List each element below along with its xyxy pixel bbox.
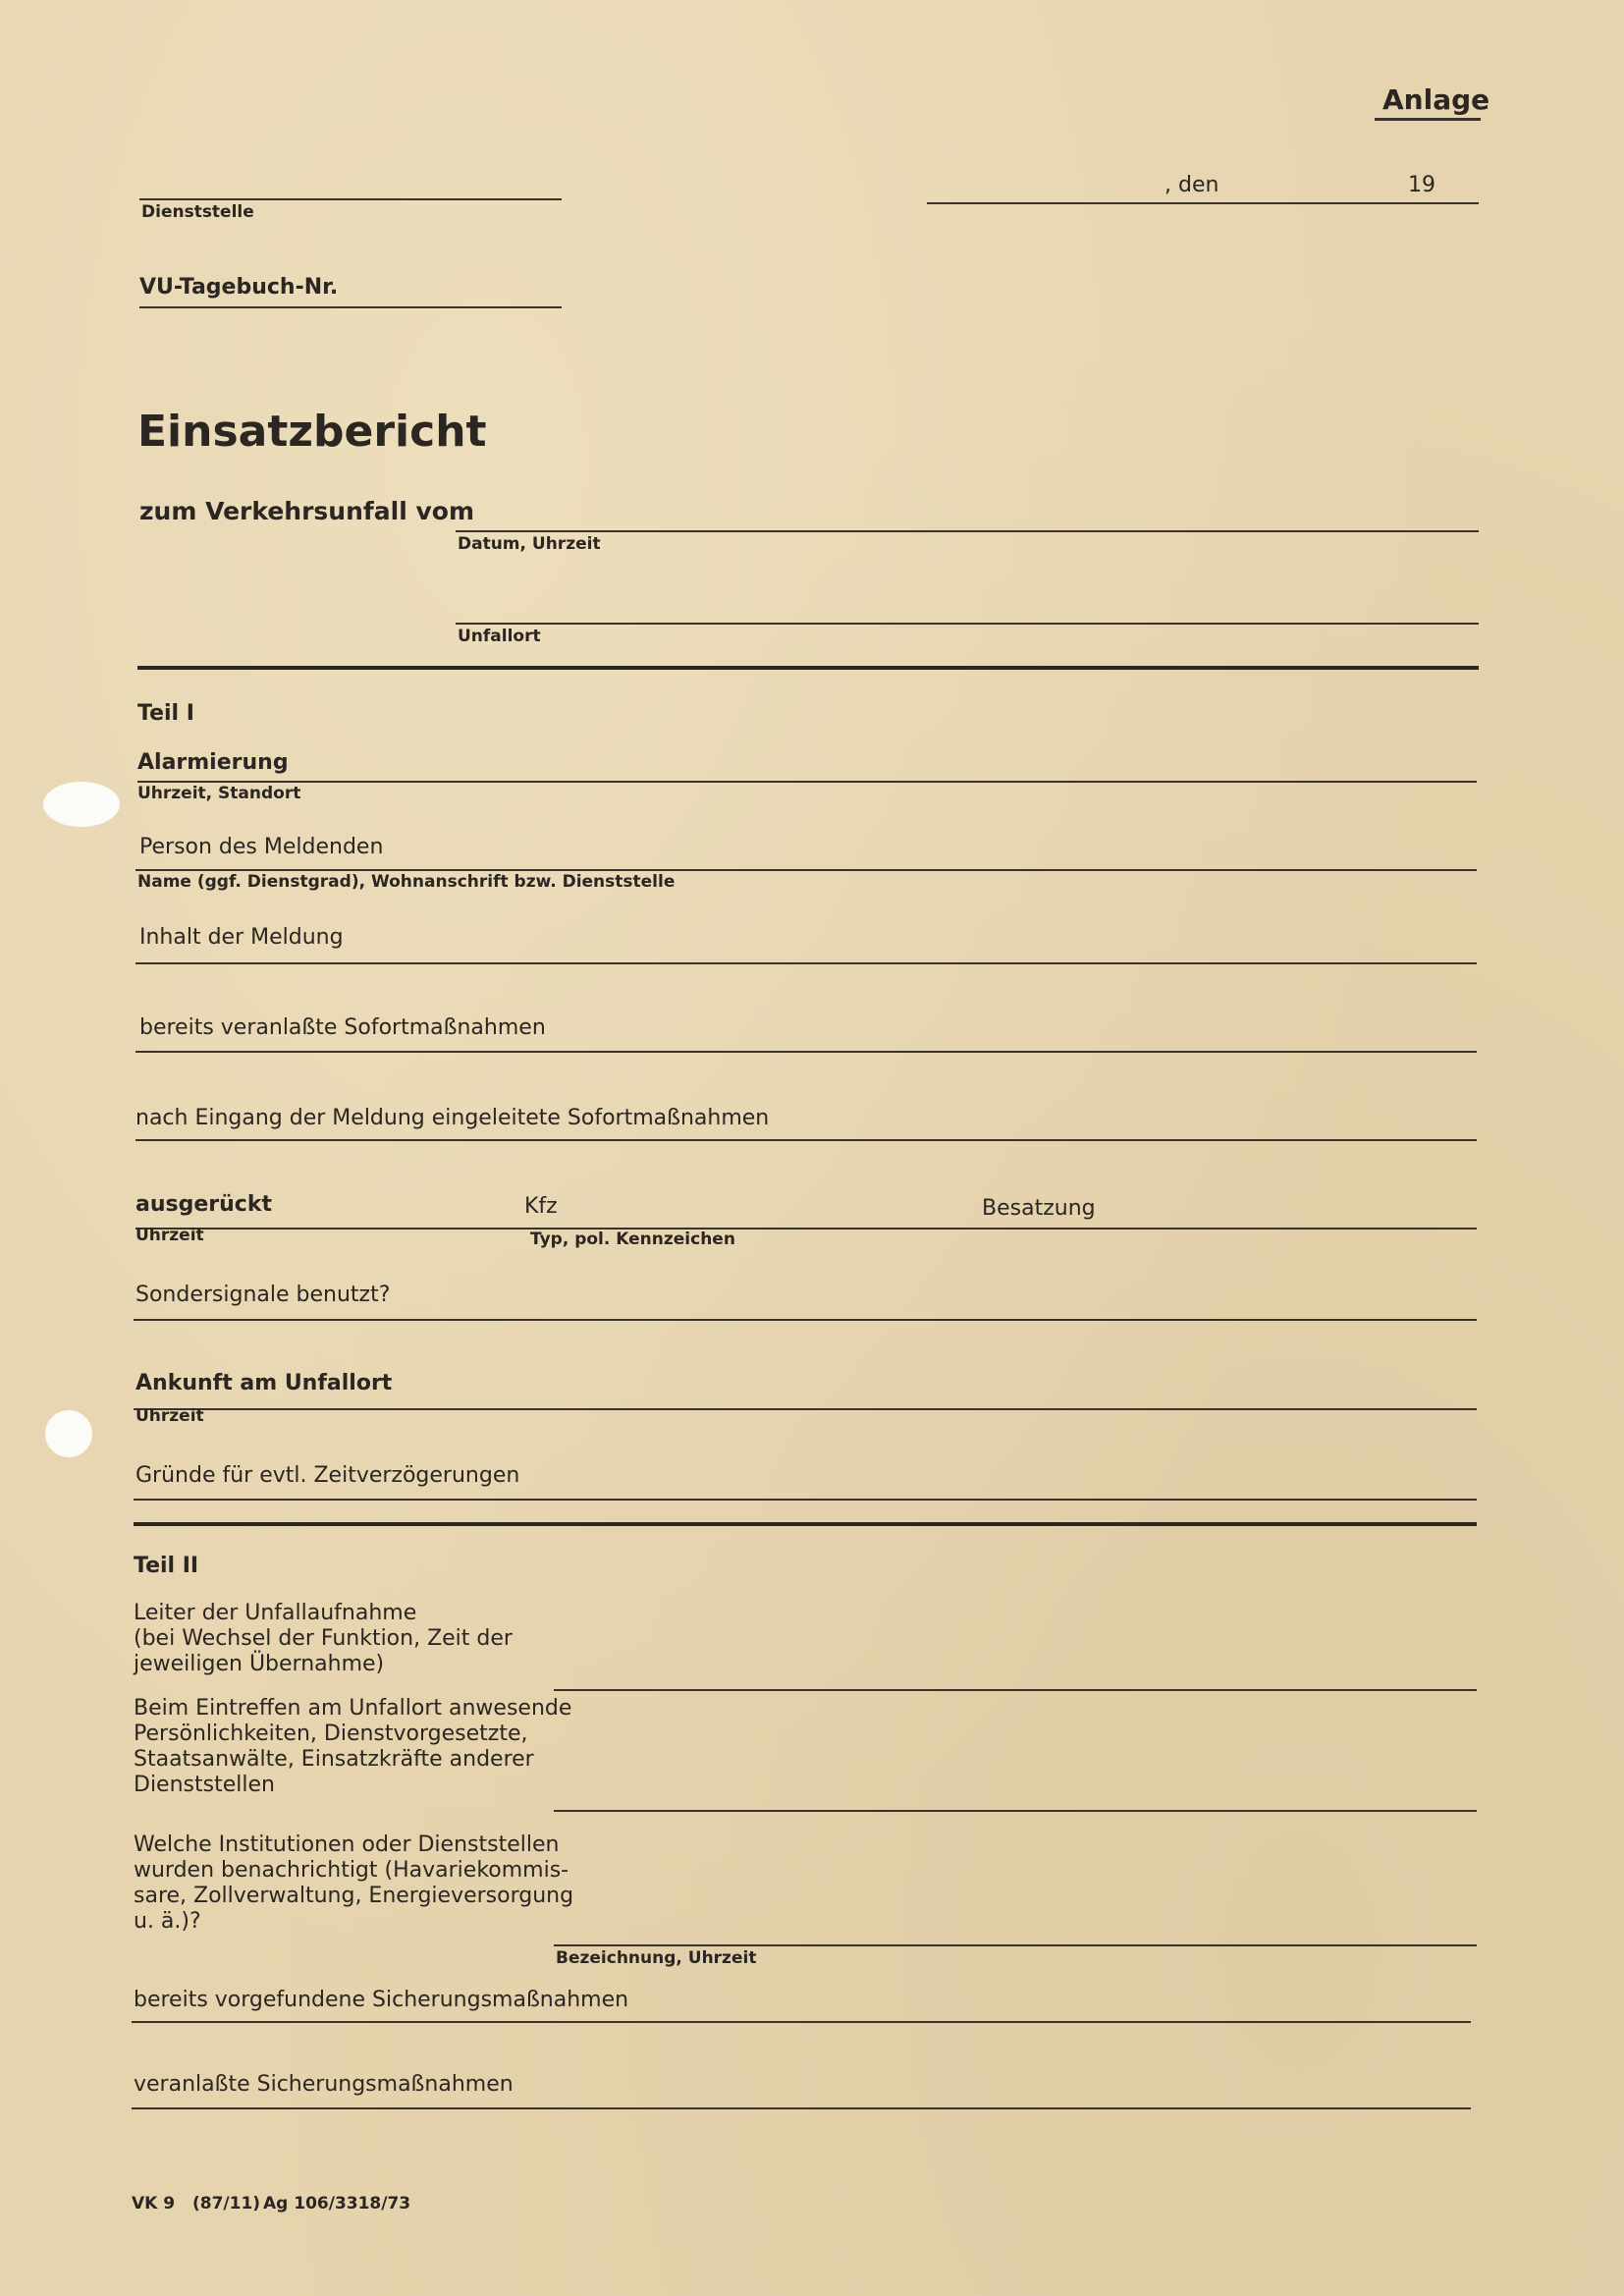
anlage-label: Anlage [1382, 83, 1490, 116]
ausgerueckt-field[interactable] [135, 1228, 1477, 1230]
sondersignale-label: Sondersignale benutzt? [135, 1283, 391, 1307]
gruende-field[interactable] [134, 1499, 1477, 1501]
tagebuch-label: VU-Tagebuch-Nr. [139, 275, 339, 300]
den-label: , den [1164, 173, 1219, 197]
anlage-underline [1375, 118, 1481, 121]
teil2-heading: Teil II [134, 1554, 199, 1578]
person-field[interactable] [135, 869, 1477, 871]
bezeichnung-hint: Bezeichnung, Uhrzeit [556, 1948, 757, 1968]
leiter-label: Leiter der Unfallaufnahme (bei Wechsel der Funktion, Zeit der jeweiligen Übernahme) [134, 1601, 513, 1676]
teil1-heading: Teil I [137, 701, 194, 726]
dienststelle-field[interactable] [139, 198, 562, 200]
veranlasst-field[interactable] [132, 2107, 1471, 2109]
footer-ag: Ag 106/3318/73 [263, 2194, 411, 2214]
bereits-field[interactable] [135, 1051, 1477, 1053]
gruende-label: Gründe für evtl. Zeitverzögerungen [135, 1463, 520, 1488]
punch-hole-bottom [45, 1410, 92, 1457]
ausgerueckt-label: ausgerückt [135, 1192, 272, 1217]
year-label: 19 [1408, 173, 1435, 197]
welche-field[interactable] [554, 1944, 1477, 1946]
divider-middle [134, 1522, 1477, 1526]
nach-eingang-label: nach Eingang der Meldung eingeleitete Sofortmaßnahmen [135, 1106, 770, 1130]
divider-top [137, 666, 1479, 670]
vorgefunden-label: bereits vorgefundene Sicherungsmaßnahmen [134, 1988, 629, 2012]
leiter-field[interactable] [554, 1689, 1477, 1691]
unfallort-hint: Unfallort [458, 627, 541, 646]
welche-label: Welche Institutionen oder Dienststellen wurden benachrichtigt (Havariekommis- sare, Zollverwaltung, Energieversorgung u. ä.)? [134, 1832, 574, 1934]
alarmierung-field[interactable] [137, 781, 1477, 783]
sondersignale-field[interactable] [134, 1319, 1477, 1321]
beim-eintreffen-label: Beim Eintreffen am Unfallort anwesende Persönlichkeiten, Dienstvorgesetzte, Staatsanwälte, Einsatzkräfte anderer Dienststellen [134, 1696, 572, 1797]
kfz-hint: Typ, pol. Kennzeichen [530, 1230, 735, 1249]
date-field[interactable] [927, 202, 1479, 204]
footer-code: VK 9 [132, 2194, 176, 2214]
inhalt-label: Inhalt der Meldung [139, 925, 344, 950]
person-hint: Name (ggf. Dienstgrad), Wohnanschrift bzw. Dienststelle [137, 872, 676, 892]
page-title: Einsatzbericht [137, 407, 487, 457]
footer-num: (87/11) [192, 2194, 261, 2214]
besatzung-label: Besatzung [982, 1196, 1096, 1221]
punch-hole-top [43, 782, 120, 827]
ausgerueckt-hint: Uhrzeit [135, 1226, 204, 1245]
ankunft-field[interactable] [134, 1408, 1477, 1410]
ankunft-label: Ankunft am Unfallort [135, 1371, 393, 1395]
beim-eintreffen-field[interactable] [554, 1810, 1477, 1812]
ankunft-hint: Uhrzeit [135, 1406, 204, 1426]
kfz-label: Kfz [524, 1194, 558, 1219]
tagebuch-field[interactable] [139, 306, 562, 308]
person-label: Person des Meldenden [139, 835, 384, 859]
unfallort-field[interactable] [456, 623, 1479, 625]
bereits-label: bereits veranlaßte Sofortmaßnahmen [139, 1015, 546, 1040]
datum-field[interactable] [456, 530, 1479, 532]
vorgefunden-field[interactable] [132, 2021, 1471, 2023]
inhalt-field[interactable] [135, 962, 1477, 964]
subtitle: zum Verkehrsunfall vom [139, 497, 474, 525]
dienststelle-label: Dienststelle [141, 202, 254, 222]
alarmierung-label: Alarmierung [137, 750, 289, 775]
datum-hint: Datum, Uhrzeit [458, 534, 601, 554]
nach-eingang-field[interactable] [135, 1139, 1477, 1141]
veranlasst-label: veranlaßte Sicherungsmaßnahmen [134, 2072, 514, 2097]
alarmierung-hint: Uhrzeit, Standort [137, 784, 301, 803]
